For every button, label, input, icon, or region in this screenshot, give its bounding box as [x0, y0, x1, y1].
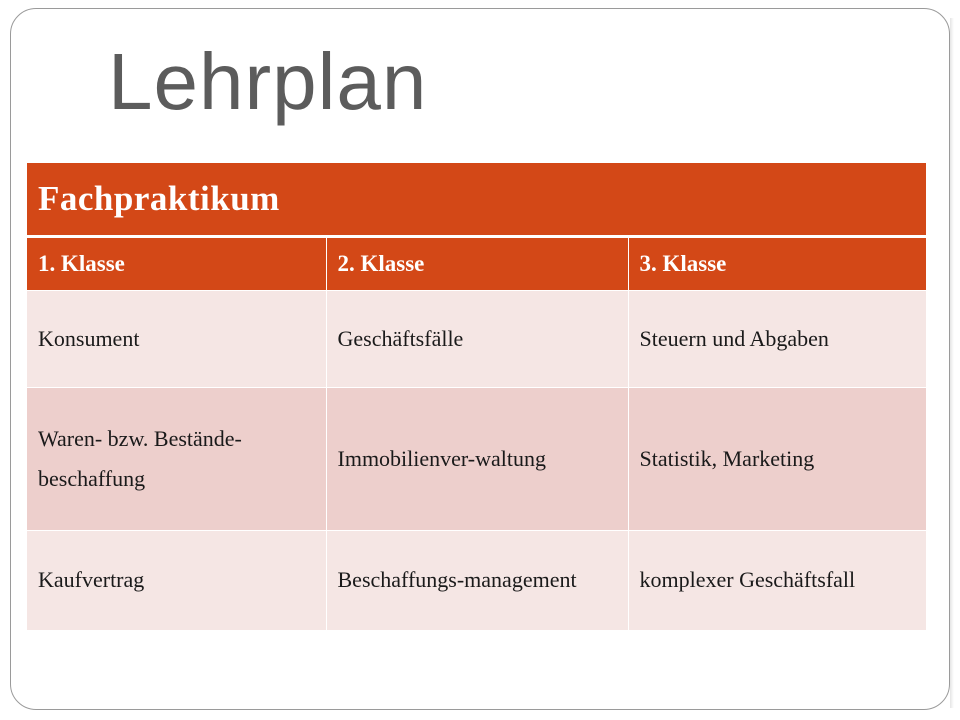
- table-cell: komplexer Geschäftsfall: [628, 530, 926, 630]
- column-header-row: [27, 236, 926, 290]
- table-cell: Beschaffungs-management: [326, 530, 628, 630]
- table-cell: Konsument: [27, 290, 326, 387]
- table-row: [27, 387, 926, 530]
- table-cell: Kaufvertrag: [27, 530, 326, 630]
- table-header-row: [27, 163, 926, 236]
- curriculum-table: [27, 163, 926, 630]
- table-row: [27, 530, 926, 630]
- table-cell: Waren- bzw. Bestände-beschaffung: [27, 387, 326, 530]
- table-cell: Steuern und Abgaben: [628, 290, 926, 387]
- table-header: Fachpraktikum: [27, 163, 926, 236]
- table-row: [27, 290, 926, 387]
- column-header: 1. Klasse: [27, 236, 326, 290]
- table-cell: Statistik, Marketing: [628, 387, 926, 530]
- table-cell: Geschäftsfälle: [326, 290, 628, 387]
- column-header: 3. Klasse: [628, 236, 926, 290]
- slide-title: Lehrplan: [108, 37, 428, 126]
- table-cell: Immobilienver-waltung: [326, 387, 628, 530]
- column-header: 2. Klasse: [326, 236, 628, 290]
- slide-shadow: [950, 18, 954, 708]
